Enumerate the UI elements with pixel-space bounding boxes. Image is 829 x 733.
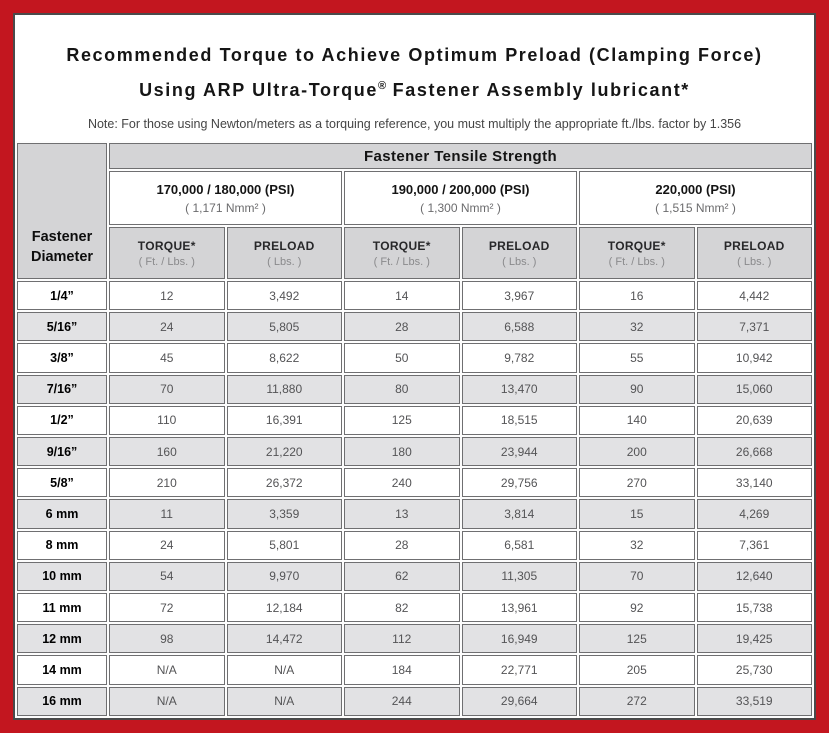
preload-column-header: PRELOAD ( Lbs. )	[697, 227, 813, 279]
value-cell: 11,305	[462, 562, 578, 591]
torque-table-wrap	[15, 141, 814, 718]
value-cell: 200	[579, 437, 695, 466]
page-title-line1: Recommended Torque to Achieve Optimum Preload (Clamping Force)	[66, 45, 763, 65]
torque-column-header: TORQUE* ( Ft. / Lbs. )	[109, 227, 225, 279]
value-cell: 50	[344, 343, 460, 372]
diameter-cell: 16 mm	[17, 687, 107, 716]
value-cell: 4,442	[697, 281, 813, 310]
diameter-cell: 5/16”	[17, 312, 107, 341]
value-cell: 125	[344, 406, 460, 435]
torque-column-header: TORQUE* ( Ft. / Lbs. )	[579, 227, 695, 279]
table-row	[17, 562, 812, 591]
value-cell: 140	[579, 406, 695, 435]
value-cell: 12,184	[227, 593, 343, 622]
value-cell: 72	[109, 593, 225, 622]
psi-group-190-200	[344, 171, 577, 225]
diameter-cell: 11 mm	[17, 593, 107, 622]
value-cell: 110	[109, 406, 225, 435]
table-row	[17, 406, 812, 435]
fastener-diameter-header-line1: Fastener	[31, 229, 93, 245]
diameter-cell: 9/16”	[17, 437, 107, 466]
value-cell: N/A	[227, 687, 343, 716]
value-cell: 16,949	[462, 624, 578, 653]
psi-group-header-row	[17, 171, 812, 225]
value-cell: 205	[579, 655, 695, 684]
value-cell: 55	[579, 343, 695, 372]
value-cell: 15,060	[697, 375, 813, 404]
value-cell: 28	[344, 531, 460, 560]
diameter-cell: 7/16”	[17, 375, 107, 404]
title-block	[15, 15, 814, 141]
value-cell: 22,771	[462, 655, 578, 684]
diameter-cell: 1/2”	[17, 406, 107, 435]
value-cell: 3,814	[462, 499, 578, 528]
table-row	[17, 624, 812, 653]
value-cell: 11,880	[227, 375, 343, 404]
value-cell: 25,730	[697, 655, 813, 684]
table-row	[17, 343, 812, 372]
nmm-label: ( 1,171 Nmm² )	[185, 200, 266, 215]
value-cell: 14	[344, 281, 460, 310]
value-cell: 125	[579, 624, 695, 653]
diameter-cell: 6 mm	[17, 499, 107, 528]
value-cell: 5,805	[227, 312, 343, 341]
value-cell: 32	[579, 312, 695, 341]
tensile-strength-header-row	[17, 143, 812, 169]
fastener-diameter-header-line2: Diameter	[30, 249, 94, 265]
table-row	[17, 593, 812, 622]
value-cell: 90	[579, 375, 695, 404]
psi-group-220	[579, 171, 812, 225]
value-cell: 11	[109, 499, 225, 528]
value-cell: 7,361	[697, 531, 813, 560]
diameter-cell: 8 mm	[17, 531, 107, 560]
psi-label: 190,000 / 200,000 (PSI)	[391, 181, 530, 197]
value-cell: 29,664	[462, 687, 578, 716]
value-cell: 98	[109, 624, 225, 653]
title-line2-pre: Using ARP Ultra-Torque	[139, 80, 378, 100]
value-cell: 4,269	[697, 499, 813, 528]
diameter-cell: 10 mm	[17, 562, 107, 591]
value-cell: 23,944	[462, 437, 578, 466]
value-cell: 45	[109, 343, 225, 372]
preload-column-header: PRELOAD ( Lbs. )	[227, 227, 343, 279]
value-cell: 272	[579, 687, 695, 716]
value-cell: 62	[344, 562, 460, 591]
value-cell: 54	[109, 562, 225, 591]
value-cell: 6,581	[462, 531, 578, 560]
diameter-cell: 12 mm	[17, 624, 107, 653]
value-cell: 210	[109, 468, 225, 497]
value-cell: 184	[344, 655, 460, 684]
value-cell: 8,622	[227, 343, 343, 372]
value-cell: 33,519	[697, 687, 813, 716]
value-cell: 13	[344, 499, 460, 528]
value-cell: 240	[344, 468, 460, 497]
value-cell: 19,425	[697, 624, 813, 653]
content-panel	[13, 13, 816, 720]
value-cell: 21,220	[227, 437, 343, 466]
value-cell: 18,515	[462, 406, 578, 435]
value-cell: 5,801	[227, 531, 343, 560]
value-cell: 32	[579, 531, 695, 560]
value-cell: 14,472	[227, 624, 343, 653]
value-cell: 70	[109, 375, 225, 404]
value-cell: 3,967	[462, 281, 578, 310]
tensile-strength-header: Fastener Tensile Strength	[109, 143, 812, 169]
value-cell: 28	[344, 312, 460, 341]
value-cell: 80	[344, 375, 460, 404]
nmm-label: ( 1,515 Nmm² )	[655, 200, 736, 215]
value-cell: 112	[344, 624, 460, 653]
nmm-label: ( 1,300 Nmm² )	[420, 200, 501, 215]
value-cell: 270	[579, 468, 695, 497]
value-cell: 10,942	[697, 343, 813, 372]
value-cell: 24	[109, 531, 225, 560]
value-cell: 244	[344, 687, 460, 716]
psi-label: 170,000 / 180,000 (PSI)	[156, 181, 295, 197]
torque-table	[15, 141, 814, 718]
value-cell: 82	[344, 593, 460, 622]
value-cell: 26,668	[697, 437, 813, 466]
value-cell: N/A	[109, 687, 225, 716]
diameter-cell: 5/8”	[17, 468, 107, 497]
fastener-diameter-header	[17, 143, 107, 279]
diameter-cell: 14 mm	[17, 655, 107, 684]
psi-group-170-180	[109, 171, 342, 225]
table-body	[17, 281, 812, 716]
psi-label: 220,000 (PSI)	[655, 181, 736, 197]
torque-preload-header-row	[17, 227, 812, 279]
table-row	[17, 312, 812, 341]
table-row	[17, 499, 812, 528]
table-row	[17, 531, 812, 560]
diameter-cell: 3/8”	[17, 343, 107, 372]
table-row	[17, 437, 812, 466]
value-cell: 70	[579, 562, 695, 591]
value-cell: 15	[579, 499, 695, 528]
table-row	[17, 655, 812, 684]
preload-column-header: PRELOAD ( Lbs. )	[462, 227, 578, 279]
value-cell: 16	[579, 281, 695, 310]
value-cell: 13,470	[462, 375, 578, 404]
value-cell: 29,756	[462, 468, 578, 497]
value-cell: 33,140	[697, 468, 813, 497]
value-cell: 12	[109, 281, 225, 310]
value-cell: 7,371	[697, 312, 813, 341]
value-cell: 3,359	[227, 499, 343, 528]
diameter-cell: 1/4”	[17, 281, 107, 310]
table-row	[17, 468, 812, 497]
value-cell: 12,640	[697, 562, 813, 591]
note-text: Note: For those using Newton/meters as a torquing reference, you must multiply the appropriate ft./lbs. factor by 1.356	[87, 117, 742, 131]
value-cell: 9,782	[462, 343, 578, 372]
value-cell: N/A	[227, 655, 343, 684]
value-cell: 13,961	[462, 593, 578, 622]
value-cell: 26,372	[227, 468, 343, 497]
value-cell: 92	[579, 593, 695, 622]
torque-column-header: TORQUE* ( Ft. / Lbs. )	[344, 227, 460, 279]
value-cell: 6,588	[462, 312, 578, 341]
value-cell: 15,738	[697, 593, 813, 622]
table-row	[17, 281, 812, 310]
value-cell: 9,970	[227, 562, 343, 591]
value-cell: 24	[109, 312, 225, 341]
table-row	[17, 375, 812, 404]
registered-trademark-symbol: ®	[377, 80, 387, 92]
value-cell: 16,391	[227, 406, 343, 435]
value-cell: 160	[109, 437, 225, 466]
value-cell: 180	[344, 437, 460, 466]
title-line2-post: Fastener Assembly lubricant*	[386, 80, 690, 100]
value-cell: 3,492	[227, 281, 343, 310]
page-title-line2	[15, 71, 814, 106]
value-cell: 20,639	[697, 406, 813, 435]
value-cell: N/A	[109, 655, 225, 684]
table-row	[17, 687, 812, 716]
